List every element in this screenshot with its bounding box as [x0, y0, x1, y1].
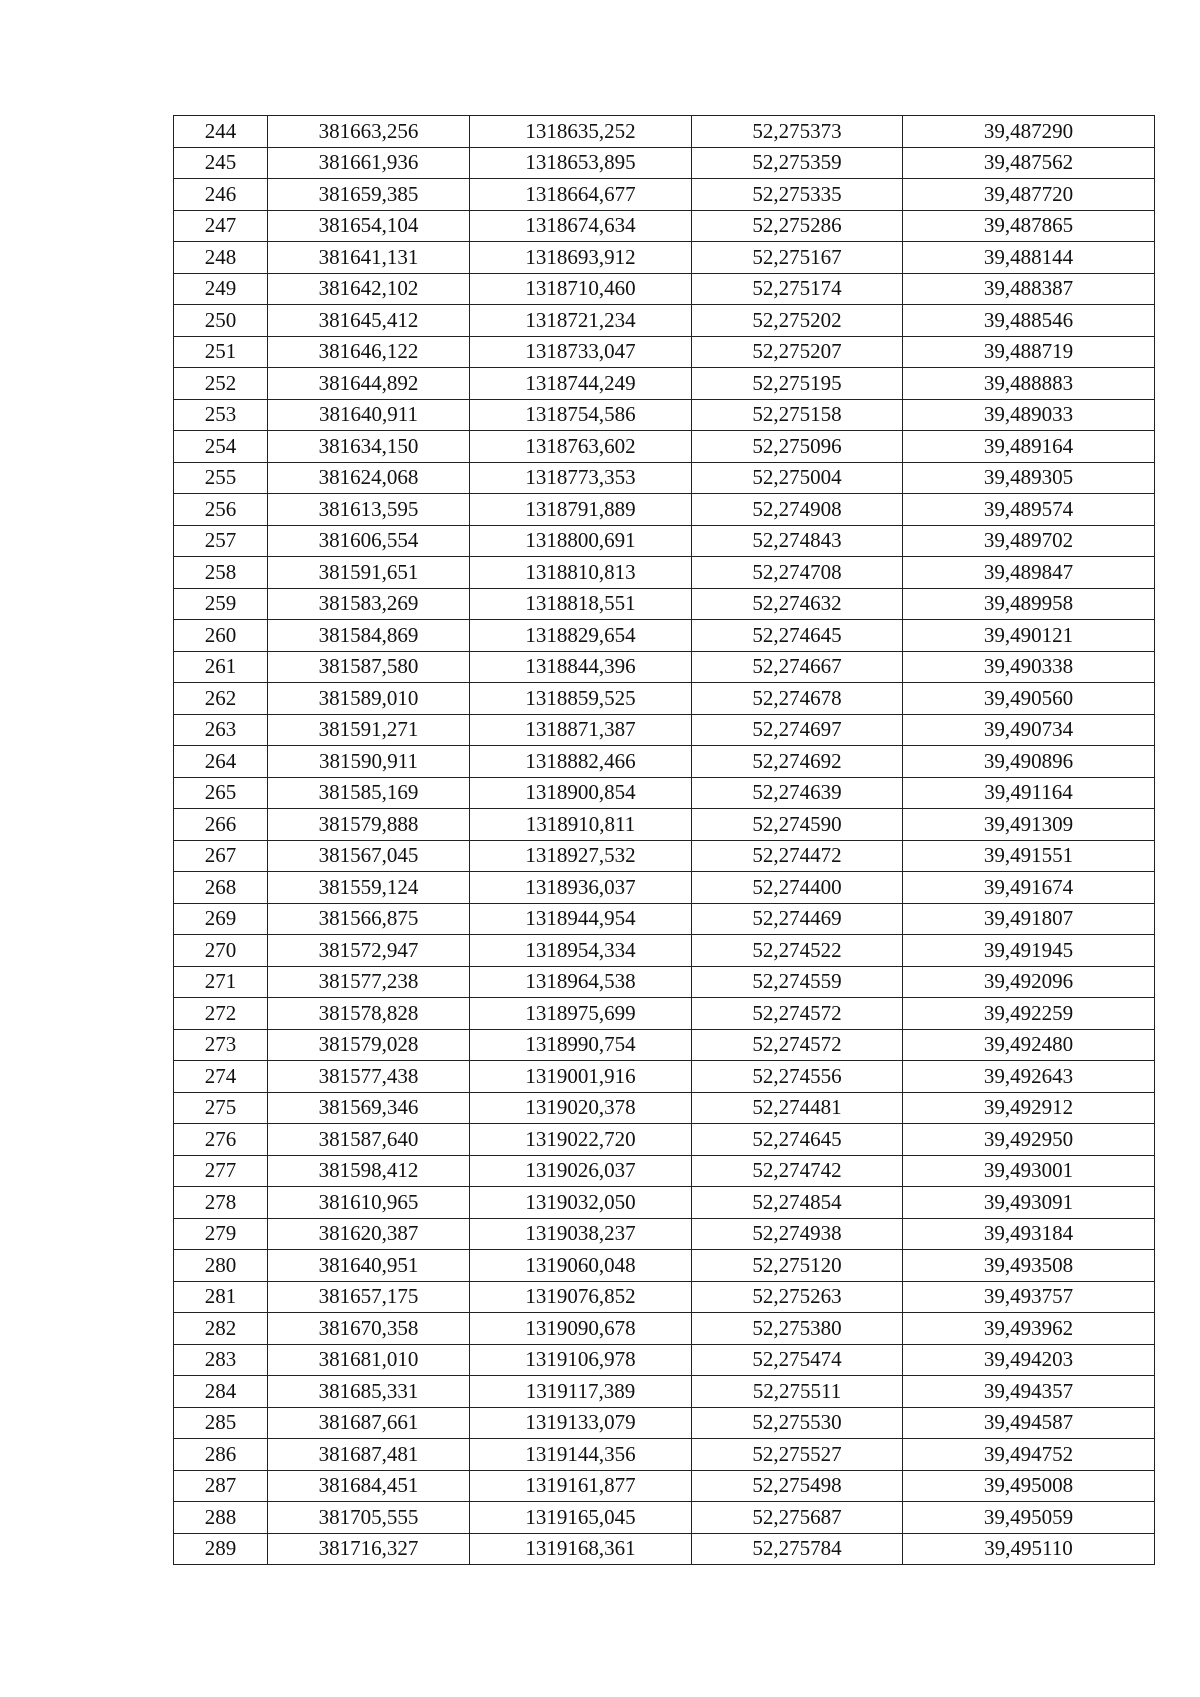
latitude-cell: 52,274938	[692, 1218, 903, 1250]
y-coordinate-cell: 1318653,895	[470, 147, 692, 179]
x-coordinate-cell: 381687,481	[268, 1439, 470, 1471]
longitude-cell: 39,489847	[903, 557, 1155, 589]
table-row	[174, 557, 1155, 589]
y-coordinate-cell: 1318936,037	[470, 872, 692, 904]
longitude-cell: 39,489305	[903, 462, 1155, 494]
point-number-cell: 278	[174, 1187, 268, 1219]
x-coordinate-cell: 381640,951	[268, 1250, 470, 1282]
longitude-cell: 39,491945	[903, 935, 1155, 967]
point-number-cell: 249	[174, 273, 268, 305]
x-coordinate-cell: 381559,124	[268, 872, 470, 904]
x-coordinate-cell: 381705,555	[268, 1502, 470, 1534]
y-coordinate-cell: 1319133,079	[470, 1407, 692, 1439]
point-number-cell: 279	[174, 1218, 268, 1250]
latitude-cell: 52,275096	[692, 431, 903, 463]
latitude-cell: 52,275527	[692, 1439, 903, 1471]
y-coordinate-cell: 1319106,978	[470, 1344, 692, 1376]
latitude-cell: 52,274472	[692, 840, 903, 872]
x-coordinate-cell: 381569,346	[268, 1092, 470, 1124]
longitude-cell: 39,490338	[903, 651, 1155, 683]
point-number-cell: 244	[174, 116, 268, 148]
y-coordinate-cell: 1318859,525	[470, 683, 692, 715]
longitude-cell: 39,488387	[903, 273, 1155, 305]
latitude-cell: 52,275286	[692, 210, 903, 242]
longitude-cell: 39,490121	[903, 620, 1155, 652]
x-coordinate-cell: 381661,936	[268, 147, 470, 179]
y-coordinate-cell: 1318954,334	[470, 935, 692, 967]
y-coordinate-cell: 1319001,916	[470, 1061, 692, 1093]
table-row	[174, 1029, 1155, 1061]
table-row	[174, 494, 1155, 526]
latitude-cell: 52,275158	[692, 399, 903, 431]
y-coordinate-cell: 1318721,234	[470, 305, 692, 337]
y-coordinate-cell: 1319144,356	[470, 1439, 692, 1471]
point-number-cell: 258	[174, 557, 268, 589]
longitude-cell: 39,489702	[903, 525, 1155, 557]
longitude-cell: 39,491674	[903, 872, 1155, 904]
table-row	[174, 399, 1155, 431]
table-row	[174, 462, 1155, 494]
point-number-cell: 288	[174, 1502, 268, 1534]
point-number-cell: 271	[174, 966, 268, 998]
x-coordinate-cell: 381645,412	[268, 305, 470, 337]
latitude-cell: 52,275167	[692, 242, 903, 274]
point-number-cell: 277	[174, 1155, 268, 1187]
y-coordinate-cell: 1318674,634	[470, 210, 692, 242]
point-number-cell: 276	[174, 1124, 268, 1156]
x-coordinate-cell: 381567,045	[268, 840, 470, 872]
x-coordinate-cell: 381634,150	[268, 431, 470, 463]
longitude-cell: 39,488883	[903, 368, 1155, 400]
y-coordinate-cell: 1318829,654	[470, 620, 692, 652]
y-coordinate-cell: 1318710,460	[470, 273, 692, 305]
longitude-cell: 39,493508	[903, 1250, 1155, 1282]
y-coordinate-cell: 1319168,361	[470, 1533, 692, 1565]
latitude-cell: 52,274572	[692, 998, 903, 1030]
table-row	[174, 903, 1155, 935]
point-number-cell: 255	[174, 462, 268, 494]
y-coordinate-cell: 1319117,389	[470, 1376, 692, 1408]
table-row	[174, 1155, 1155, 1187]
table-row	[174, 809, 1155, 841]
table-row	[174, 966, 1155, 998]
table-row	[174, 1407, 1155, 1439]
table-row	[174, 651, 1155, 683]
longitude-cell: 39,492259	[903, 998, 1155, 1030]
longitude-cell: 39,491309	[903, 809, 1155, 841]
x-coordinate-cell: 381687,661	[268, 1407, 470, 1439]
point-number-cell: 287	[174, 1470, 268, 1502]
longitude-cell: 39,493091	[903, 1187, 1155, 1219]
point-number-cell: 266	[174, 809, 268, 841]
point-number-cell: 265	[174, 777, 268, 809]
point-number-cell: 286	[174, 1439, 268, 1471]
table-row	[174, 777, 1155, 809]
x-coordinate-cell: 381591,651	[268, 557, 470, 589]
point-number-cell: 270	[174, 935, 268, 967]
y-coordinate-cell: 1318910,811	[470, 809, 692, 841]
longitude-cell: 39,489574	[903, 494, 1155, 526]
point-number-cell: 252	[174, 368, 268, 400]
point-number-cell: 261	[174, 651, 268, 683]
longitude-cell: 39,492643	[903, 1061, 1155, 1093]
y-coordinate-cell: 1318975,699	[470, 998, 692, 1030]
table-row	[174, 620, 1155, 652]
latitude-cell: 52,274854	[692, 1187, 903, 1219]
x-coordinate-cell: 381646,122	[268, 336, 470, 368]
table-row	[174, 1281, 1155, 1313]
x-coordinate-cell: 381598,412	[268, 1155, 470, 1187]
y-coordinate-cell: 1318773,353	[470, 462, 692, 494]
latitude-cell: 52,275474	[692, 1344, 903, 1376]
longitude-cell: 39,493001	[903, 1155, 1155, 1187]
longitude-cell: 39,491551	[903, 840, 1155, 872]
longitude-cell: 39,491807	[903, 903, 1155, 935]
x-coordinate-cell: 381624,068	[268, 462, 470, 494]
latitude-cell: 52,274522	[692, 935, 903, 967]
x-coordinate-cell: 381657,175	[268, 1281, 470, 1313]
x-coordinate-cell: 381578,828	[268, 998, 470, 1030]
latitude-cell: 52,274692	[692, 746, 903, 778]
table-row	[174, 1502, 1155, 1534]
longitude-cell: 39,493757	[903, 1281, 1155, 1313]
y-coordinate-cell: 1319165,045	[470, 1502, 692, 1534]
table-row	[174, 1250, 1155, 1282]
table-row	[174, 1376, 1155, 1408]
y-coordinate-cell: 1318733,047	[470, 336, 692, 368]
latitude-cell: 52,275511	[692, 1376, 903, 1408]
x-coordinate-cell: 381566,875	[268, 903, 470, 935]
longitude-cell: 39,492950	[903, 1124, 1155, 1156]
y-coordinate-cell: 1319060,048	[470, 1250, 692, 1282]
latitude-cell: 52,274400	[692, 872, 903, 904]
latitude-cell: 52,274843	[692, 525, 903, 557]
table-row	[174, 840, 1155, 872]
y-coordinate-cell: 1318964,538	[470, 966, 692, 998]
x-coordinate-cell: 381620,387	[268, 1218, 470, 1250]
x-coordinate-cell: 381642,102	[268, 273, 470, 305]
point-number-cell: 262	[174, 683, 268, 715]
point-number-cell: 264	[174, 746, 268, 778]
x-coordinate-cell: 381589,010	[268, 683, 470, 715]
point-number-cell: 247	[174, 210, 268, 242]
latitude-cell: 52,275174	[692, 273, 903, 305]
x-coordinate-cell: 381587,580	[268, 651, 470, 683]
y-coordinate-cell: 1318844,396	[470, 651, 692, 683]
point-number-cell: 282	[174, 1313, 268, 1345]
latitude-cell: 52,274697	[692, 714, 903, 746]
x-coordinate-cell: 381579,888	[268, 809, 470, 841]
table-row	[174, 588, 1155, 620]
x-coordinate-cell: 381584,869	[268, 620, 470, 652]
longitude-cell: 39,488144	[903, 242, 1155, 274]
x-coordinate-cell: 381591,271	[268, 714, 470, 746]
point-number-cell: 284	[174, 1376, 268, 1408]
y-coordinate-cell: 1319076,852	[470, 1281, 692, 1313]
latitude-cell: 52,274559	[692, 966, 903, 998]
longitude-cell: 39,487290	[903, 116, 1155, 148]
x-coordinate-cell: 381613,595	[268, 494, 470, 526]
longitude-cell: 39,490896	[903, 746, 1155, 778]
point-number-cell: 256	[174, 494, 268, 526]
latitude-cell: 52,274908	[692, 494, 903, 526]
x-coordinate-cell: 381579,028	[268, 1029, 470, 1061]
point-number-cell: 275	[174, 1092, 268, 1124]
longitude-cell: 39,487562	[903, 147, 1155, 179]
latitude-cell: 52,274742	[692, 1155, 903, 1187]
point-number-cell: 283	[174, 1344, 268, 1376]
longitude-cell: 39,490560	[903, 683, 1155, 715]
y-coordinate-cell: 1319032,050	[470, 1187, 692, 1219]
point-number-cell: 267	[174, 840, 268, 872]
longitude-cell: 39,488719	[903, 336, 1155, 368]
y-coordinate-cell: 1319020,378	[470, 1092, 692, 1124]
y-coordinate-cell: 1318763,602	[470, 431, 692, 463]
latitude-cell: 52,275687	[692, 1502, 903, 1534]
table-row	[174, 431, 1155, 463]
y-coordinate-cell: 1318635,252	[470, 116, 692, 148]
latitude-cell: 52,275207	[692, 336, 903, 368]
y-coordinate-cell: 1318882,466	[470, 746, 692, 778]
latitude-cell: 52,274590	[692, 809, 903, 841]
latitude-cell: 52,274556	[692, 1061, 903, 1093]
latitude-cell: 52,274481	[692, 1092, 903, 1124]
y-coordinate-cell: 1318800,691	[470, 525, 692, 557]
table-row	[174, 1533, 1155, 1565]
y-coordinate-cell: 1319026,037	[470, 1155, 692, 1187]
y-coordinate-cell: 1318810,813	[470, 557, 692, 589]
longitude-cell: 39,491164	[903, 777, 1155, 809]
table-row	[174, 1439, 1155, 1471]
y-coordinate-cell: 1318818,551	[470, 588, 692, 620]
y-coordinate-cell: 1318944,954	[470, 903, 692, 935]
latitude-cell: 52,274678	[692, 683, 903, 715]
y-coordinate-cell: 1318900,854	[470, 777, 692, 809]
latitude-cell: 52,275335	[692, 179, 903, 211]
x-coordinate-cell: 381670,358	[268, 1313, 470, 1345]
point-number-cell: 263	[174, 714, 268, 746]
table-row	[174, 1344, 1155, 1376]
latitude-cell: 52,275202	[692, 305, 903, 337]
longitude-cell: 39,489033	[903, 399, 1155, 431]
table-row	[174, 368, 1155, 400]
point-number-cell: 250	[174, 305, 268, 337]
latitude-cell: 52,274667	[692, 651, 903, 683]
table-row	[174, 242, 1155, 274]
latitude-cell: 52,275530	[692, 1407, 903, 1439]
point-number-cell: 289	[174, 1533, 268, 1565]
x-coordinate-cell: 381684,451	[268, 1470, 470, 1502]
point-number-cell: 248	[174, 242, 268, 274]
longitude-cell: 39,495008	[903, 1470, 1155, 1502]
x-coordinate-cell: 381659,385	[268, 179, 470, 211]
longitude-cell: 39,487865	[903, 210, 1155, 242]
x-coordinate-cell: 381606,554	[268, 525, 470, 557]
table-row	[174, 998, 1155, 1030]
longitude-cell: 39,489164	[903, 431, 1155, 463]
latitude-cell: 52,274645	[692, 1124, 903, 1156]
point-number-cell: 274	[174, 1061, 268, 1093]
longitude-cell: 39,494357	[903, 1376, 1155, 1408]
table-row	[174, 1187, 1155, 1219]
point-number-cell: 268	[174, 872, 268, 904]
longitude-cell: 39,488546	[903, 305, 1155, 337]
y-coordinate-cell: 1318791,889	[470, 494, 692, 526]
x-coordinate-cell: 381644,892	[268, 368, 470, 400]
table-row	[174, 714, 1155, 746]
latitude-cell: 52,275120	[692, 1250, 903, 1282]
point-number-cell: 245	[174, 147, 268, 179]
longitude-cell: 39,494203	[903, 1344, 1155, 1376]
x-coordinate-cell: 381716,327	[268, 1533, 470, 1565]
longitude-cell: 39,495059	[903, 1502, 1155, 1534]
x-coordinate-cell: 381590,911	[268, 746, 470, 778]
y-coordinate-cell: 1318744,249	[470, 368, 692, 400]
x-coordinate-cell: 381583,269	[268, 588, 470, 620]
point-number-cell: 251	[174, 336, 268, 368]
y-coordinate-cell: 1319161,877	[470, 1470, 692, 1502]
longitude-cell: 39,495110	[903, 1533, 1155, 1565]
point-number-cell: 281	[174, 1281, 268, 1313]
x-coordinate-cell: 381587,640	[268, 1124, 470, 1156]
longitude-cell: 39,492480	[903, 1029, 1155, 1061]
y-coordinate-cell: 1318664,677	[470, 179, 692, 211]
x-coordinate-cell: 381663,256	[268, 116, 470, 148]
x-coordinate-cell: 381685,331	[268, 1376, 470, 1408]
latitude-cell: 52,275359	[692, 147, 903, 179]
longitude-cell: 39,490734	[903, 714, 1155, 746]
point-number-cell: 280	[174, 1250, 268, 1282]
y-coordinate-cell: 1318990,754	[470, 1029, 692, 1061]
y-coordinate-cell: 1319090,678	[470, 1313, 692, 1345]
table-body	[174, 116, 1155, 1565]
table-row	[174, 1061, 1155, 1093]
point-number-cell: 272	[174, 998, 268, 1030]
y-coordinate-cell: 1318754,586	[470, 399, 692, 431]
point-number-cell: 269	[174, 903, 268, 935]
x-coordinate-cell: 381681,010	[268, 1344, 470, 1376]
table-row	[174, 1470, 1155, 1502]
longitude-cell: 39,487720	[903, 179, 1155, 211]
latitude-cell: 52,274632	[692, 588, 903, 620]
longitude-cell: 39,494587	[903, 1407, 1155, 1439]
point-number-cell: 246	[174, 179, 268, 211]
latitude-cell: 52,274469	[692, 903, 903, 935]
longitude-cell: 39,493184	[903, 1218, 1155, 1250]
table-row	[174, 683, 1155, 715]
latitude-cell: 52,275784	[692, 1533, 903, 1565]
table-row	[174, 273, 1155, 305]
table-row	[174, 1124, 1155, 1156]
table-row	[174, 935, 1155, 967]
point-number-cell: 254	[174, 431, 268, 463]
x-coordinate-cell: 381610,965	[268, 1187, 470, 1219]
point-number-cell: 253	[174, 399, 268, 431]
table-row	[174, 179, 1155, 211]
x-coordinate-cell: 381641,131	[268, 242, 470, 274]
x-coordinate-cell: 381585,169	[268, 777, 470, 809]
latitude-cell: 52,274645	[692, 620, 903, 652]
longitude-cell: 39,494752	[903, 1439, 1155, 1471]
latitude-cell: 52,274639	[692, 777, 903, 809]
y-coordinate-cell: 1319038,237	[470, 1218, 692, 1250]
x-coordinate-cell: 381577,238	[268, 966, 470, 998]
longitude-cell: 39,493962	[903, 1313, 1155, 1345]
latitude-cell: 52,275380	[692, 1313, 903, 1345]
longitude-cell: 39,492912	[903, 1092, 1155, 1124]
table-row	[174, 147, 1155, 179]
table-row	[174, 116, 1155, 148]
latitude-cell: 52,275498	[692, 1470, 903, 1502]
longitude-cell: 39,489958	[903, 588, 1155, 620]
latitude-cell: 52,274572	[692, 1029, 903, 1061]
latitude-cell: 52,275263	[692, 1281, 903, 1313]
table-row	[174, 210, 1155, 242]
coordinates-table	[173, 115, 1155, 1565]
point-number-cell: 273	[174, 1029, 268, 1061]
point-number-cell: 259	[174, 588, 268, 620]
table-row	[174, 305, 1155, 337]
table-row	[174, 1313, 1155, 1345]
table-row	[174, 1092, 1155, 1124]
y-coordinate-cell: 1319022,720	[470, 1124, 692, 1156]
table-row	[174, 525, 1155, 557]
point-number-cell: 285	[174, 1407, 268, 1439]
table-row	[174, 336, 1155, 368]
latitude-cell: 52,275373	[692, 116, 903, 148]
x-coordinate-cell: 381654,104	[268, 210, 470, 242]
longitude-cell: 39,492096	[903, 966, 1155, 998]
table-row	[174, 746, 1155, 778]
x-coordinate-cell: 381640,911	[268, 399, 470, 431]
point-number-cell: 257	[174, 525, 268, 557]
latitude-cell: 52,275195	[692, 368, 903, 400]
latitude-cell: 52,274708	[692, 557, 903, 589]
y-coordinate-cell: 1318927,532	[470, 840, 692, 872]
table-row	[174, 1218, 1155, 1250]
y-coordinate-cell: 1318693,912	[470, 242, 692, 274]
y-coordinate-cell: 1318871,387	[470, 714, 692, 746]
point-number-cell: 260	[174, 620, 268, 652]
table-row	[174, 872, 1155, 904]
latitude-cell: 52,275004	[692, 462, 903, 494]
x-coordinate-cell: 381577,438	[268, 1061, 470, 1093]
x-coordinate-cell: 381572,947	[268, 935, 470, 967]
